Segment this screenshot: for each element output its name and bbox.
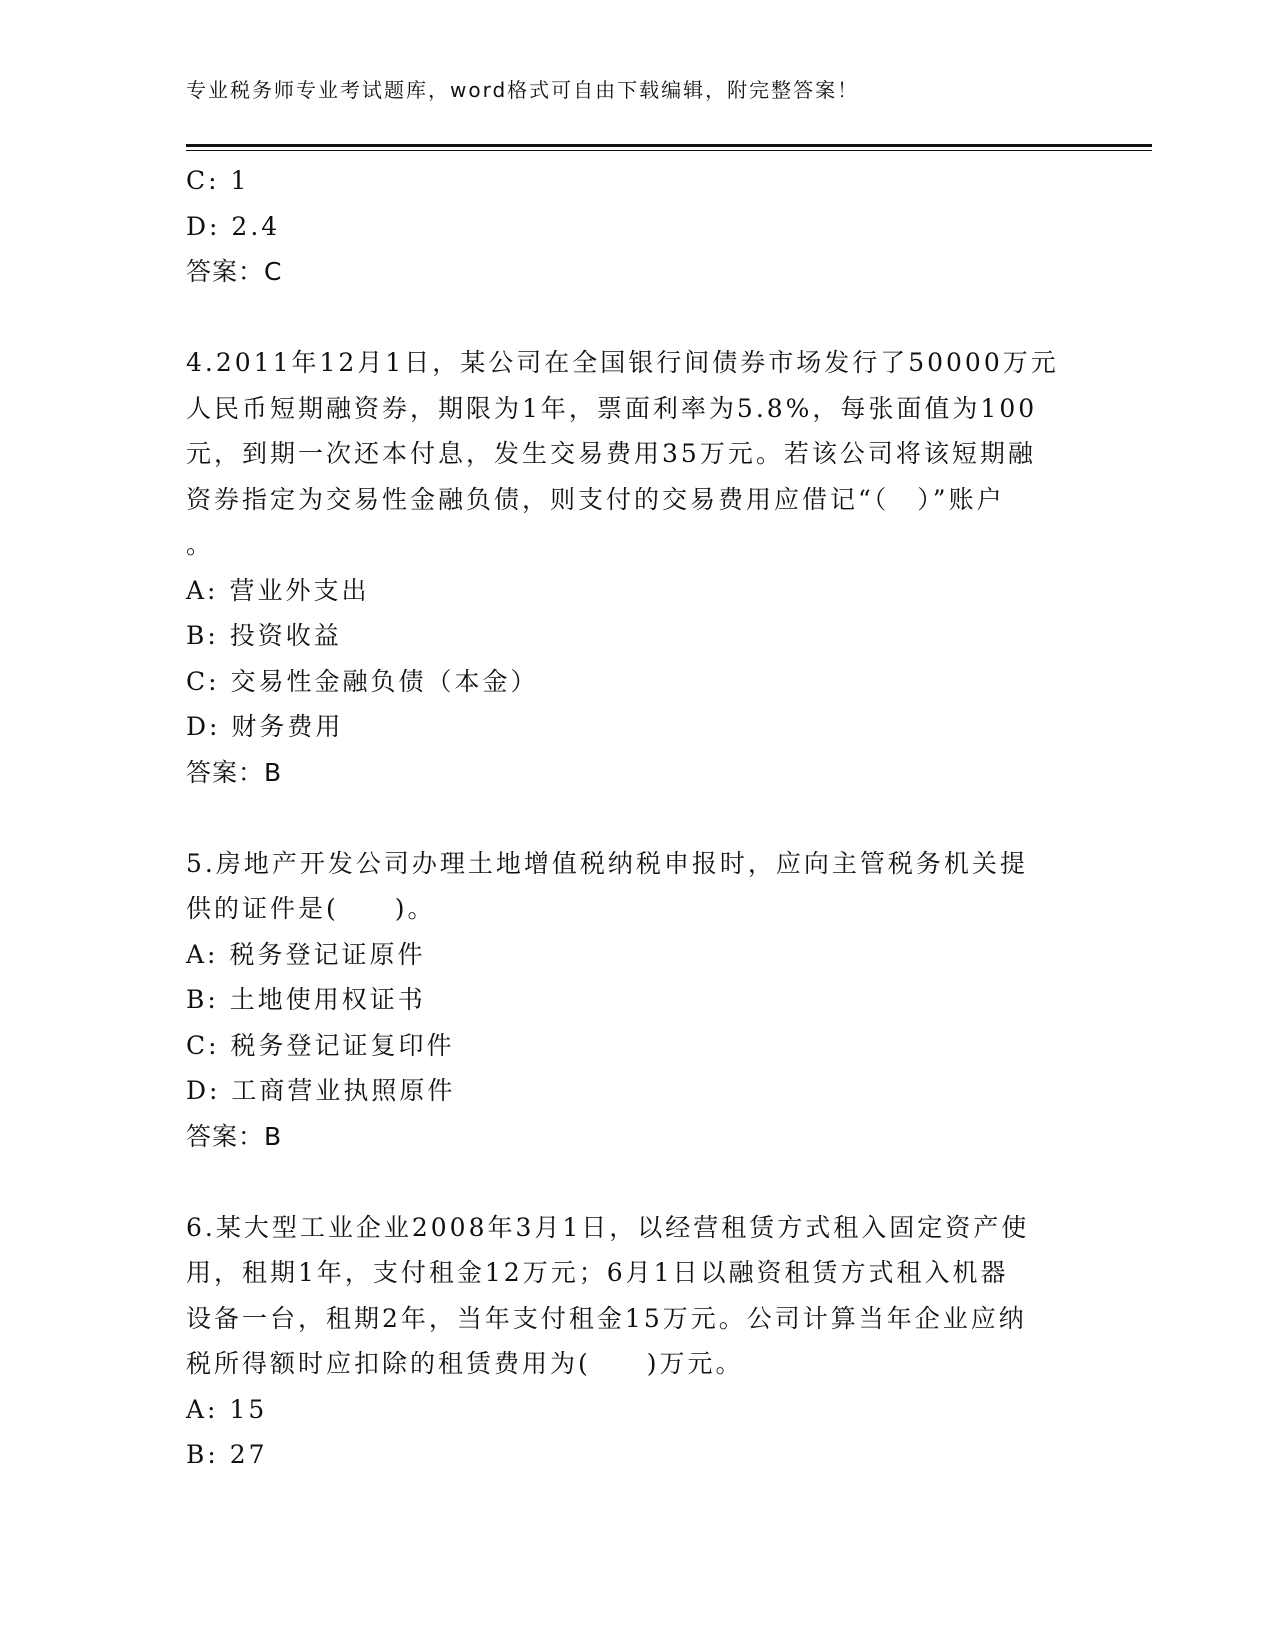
- answer-line: 答案：B: [186, 757, 283, 787]
- option-a: A: 15: [186, 1394, 268, 1424]
- option-d: D: 工商营业执照原件: [186, 1076, 456, 1105]
- option-d: D: 2.4: [186, 211, 281, 241]
- stem-line: 用，租期1年，支付租金12万元；6月1日以融资租赁方式租入机器: [186, 1258, 1009, 1287]
- stem-line: 供的证件是( )。: [186, 894, 436, 923]
- question-5: [186, 841, 1086, 1160]
- option-b: B: 投资收益: [186, 621, 342, 650]
- question-4: [186, 340, 1086, 795]
- question-6: [186, 1205, 1086, 1478]
- stem-line: 元，到期一次还本付息，发生交易费用35万元。若该公司将该短期融: [186, 439, 1036, 468]
- stem-line: 5.房地产开发公司办理土地增值税纳税申报时，应向主管税务机关提: [186, 848, 1028, 878]
- document-body: [186, 158, 1086, 1478]
- stem-line: 税所得额时应扣除的租赁费用为( )万元。: [186, 1349, 744, 1378]
- option-a: A: 营业外支出: [186, 575, 370, 605]
- stem-line: 人民币短期融资券，期限为1年，票面利率为5.8%，每张面值为100: [186, 393, 1038, 423]
- option-c: C: 1: [186, 166, 250, 195]
- stem-line: 4.2011年12月1日，某公司在全国银行间债券市场发行了50000万元: [186, 348, 1059, 377]
- option-c: C: 交易性金融负债（本金）: [186, 666, 539, 696]
- stem-line: 。: [186, 530, 215, 559]
- question-stem: [186, 841, 1086, 932]
- question-stem: [186, 1205, 1086, 1387]
- answer-line: 答案：B: [186, 1121, 283, 1151]
- stem-line: 资券指定为交易性金融负债，则支付的交易费用应借记“（ ）”账户: [186, 484, 1005, 514]
- option-b: B: 27: [186, 1440, 268, 1469]
- option-b: B: 土地使用权证书: [186, 985, 426, 1014]
- prev-question: [186, 158, 1086, 295]
- page-header: 专业税务师专业考试题库，word格式可自由下载编辑，附完整答案！: [186, 78, 860, 102]
- option-a: A: 税务登记证原件: [186, 939, 426, 969]
- stem-line: 设备一台，租期2年，当年支付租金15万元。公司计算当年企业应纳: [186, 1303, 1027, 1333]
- header-rule-thin: [186, 150, 1152, 151]
- stem-line: 6.某大型工业企业2008年3月1日，以经营租赁方式租入固定资产使: [186, 1212, 1030, 1242]
- option-c: C: 税务登记证复印件: [186, 1030, 455, 1060]
- question-stem: [186, 340, 1086, 568]
- option-d: D: 财务费用: [186, 712, 344, 741]
- header-rule-thick: [186, 144, 1152, 147]
- answer-line: 答案：C: [186, 257, 283, 286]
